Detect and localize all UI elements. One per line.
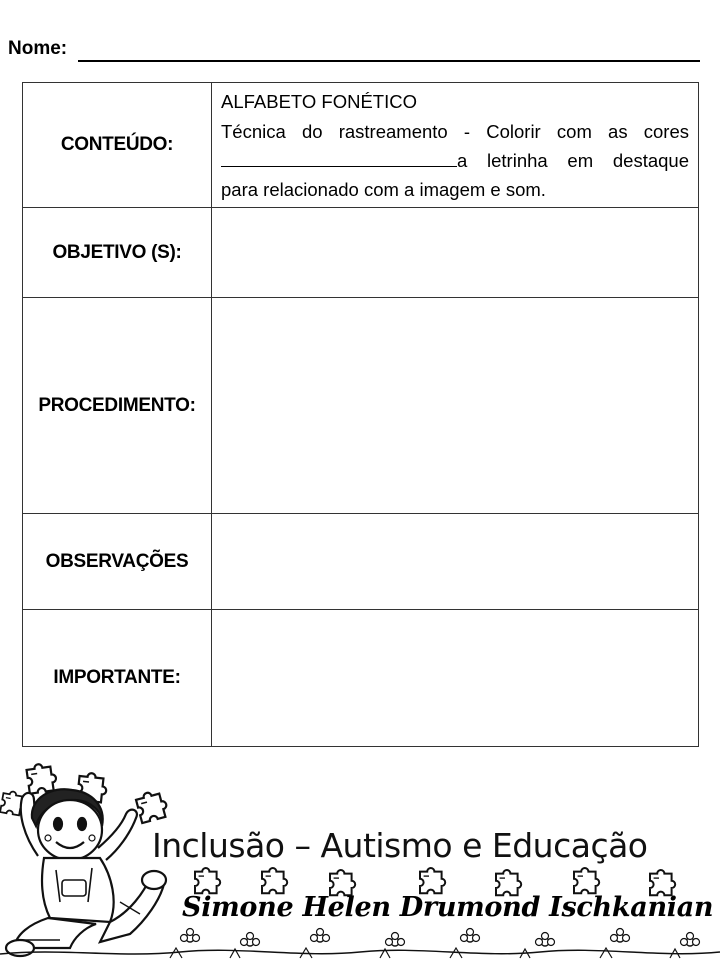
banner-title: Inclusão – Autismo e Educação xyxy=(152,826,648,865)
row-conteudo xyxy=(23,83,699,208)
content-line-2-text: a letrinha em destaque xyxy=(457,150,689,171)
content-title: ALFABETO FONÉTICO xyxy=(221,91,418,112)
label-observacoes: OBSERVAÇÕES xyxy=(23,514,212,610)
cell-conteudo xyxy=(212,83,699,208)
row-importante xyxy=(23,610,699,747)
content-line-3: para relacionado com a imagem e som. xyxy=(221,179,546,200)
lesson-plan-table xyxy=(22,82,699,747)
cell-observacoes[interactable] xyxy=(212,514,699,610)
label-objetivo: OBJETIVO (S): xyxy=(23,208,212,298)
cell-importante[interactable] xyxy=(212,610,699,747)
content-line-1: Técnica do rastreamento - Colorir com as cores xyxy=(221,121,689,142)
content-line-2 xyxy=(221,146,689,175)
cell-objetivo[interactable] xyxy=(212,208,699,298)
name-field xyxy=(8,38,708,68)
row-observacoes xyxy=(23,514,699,610)
row-objetivo xyxy=(23,208,699,298)
banner-author: Simone Helen Drumond Ischkanian xyxy=(182,892,714,923)
row-procedimento xyxy=(23,298,699,514)
label-conteudo: CONTEÚDO: xyxy=(23,83,212,208)
label-procedimento: PROCEDIMENTO: xyxy=(23,298,212,514)
label-importante: IMPORTANTE: xyxy=(23,610,212,747)
cell-procedimento[interactable] xyxy=(212,298,699,514)
name-label: Nome: xyxy=(8,38,68,59)
name-write-line[interactable] xyxy=(78,60,700,62)
color-blank-line[interactable] xyxy=(221,166,457,167)
